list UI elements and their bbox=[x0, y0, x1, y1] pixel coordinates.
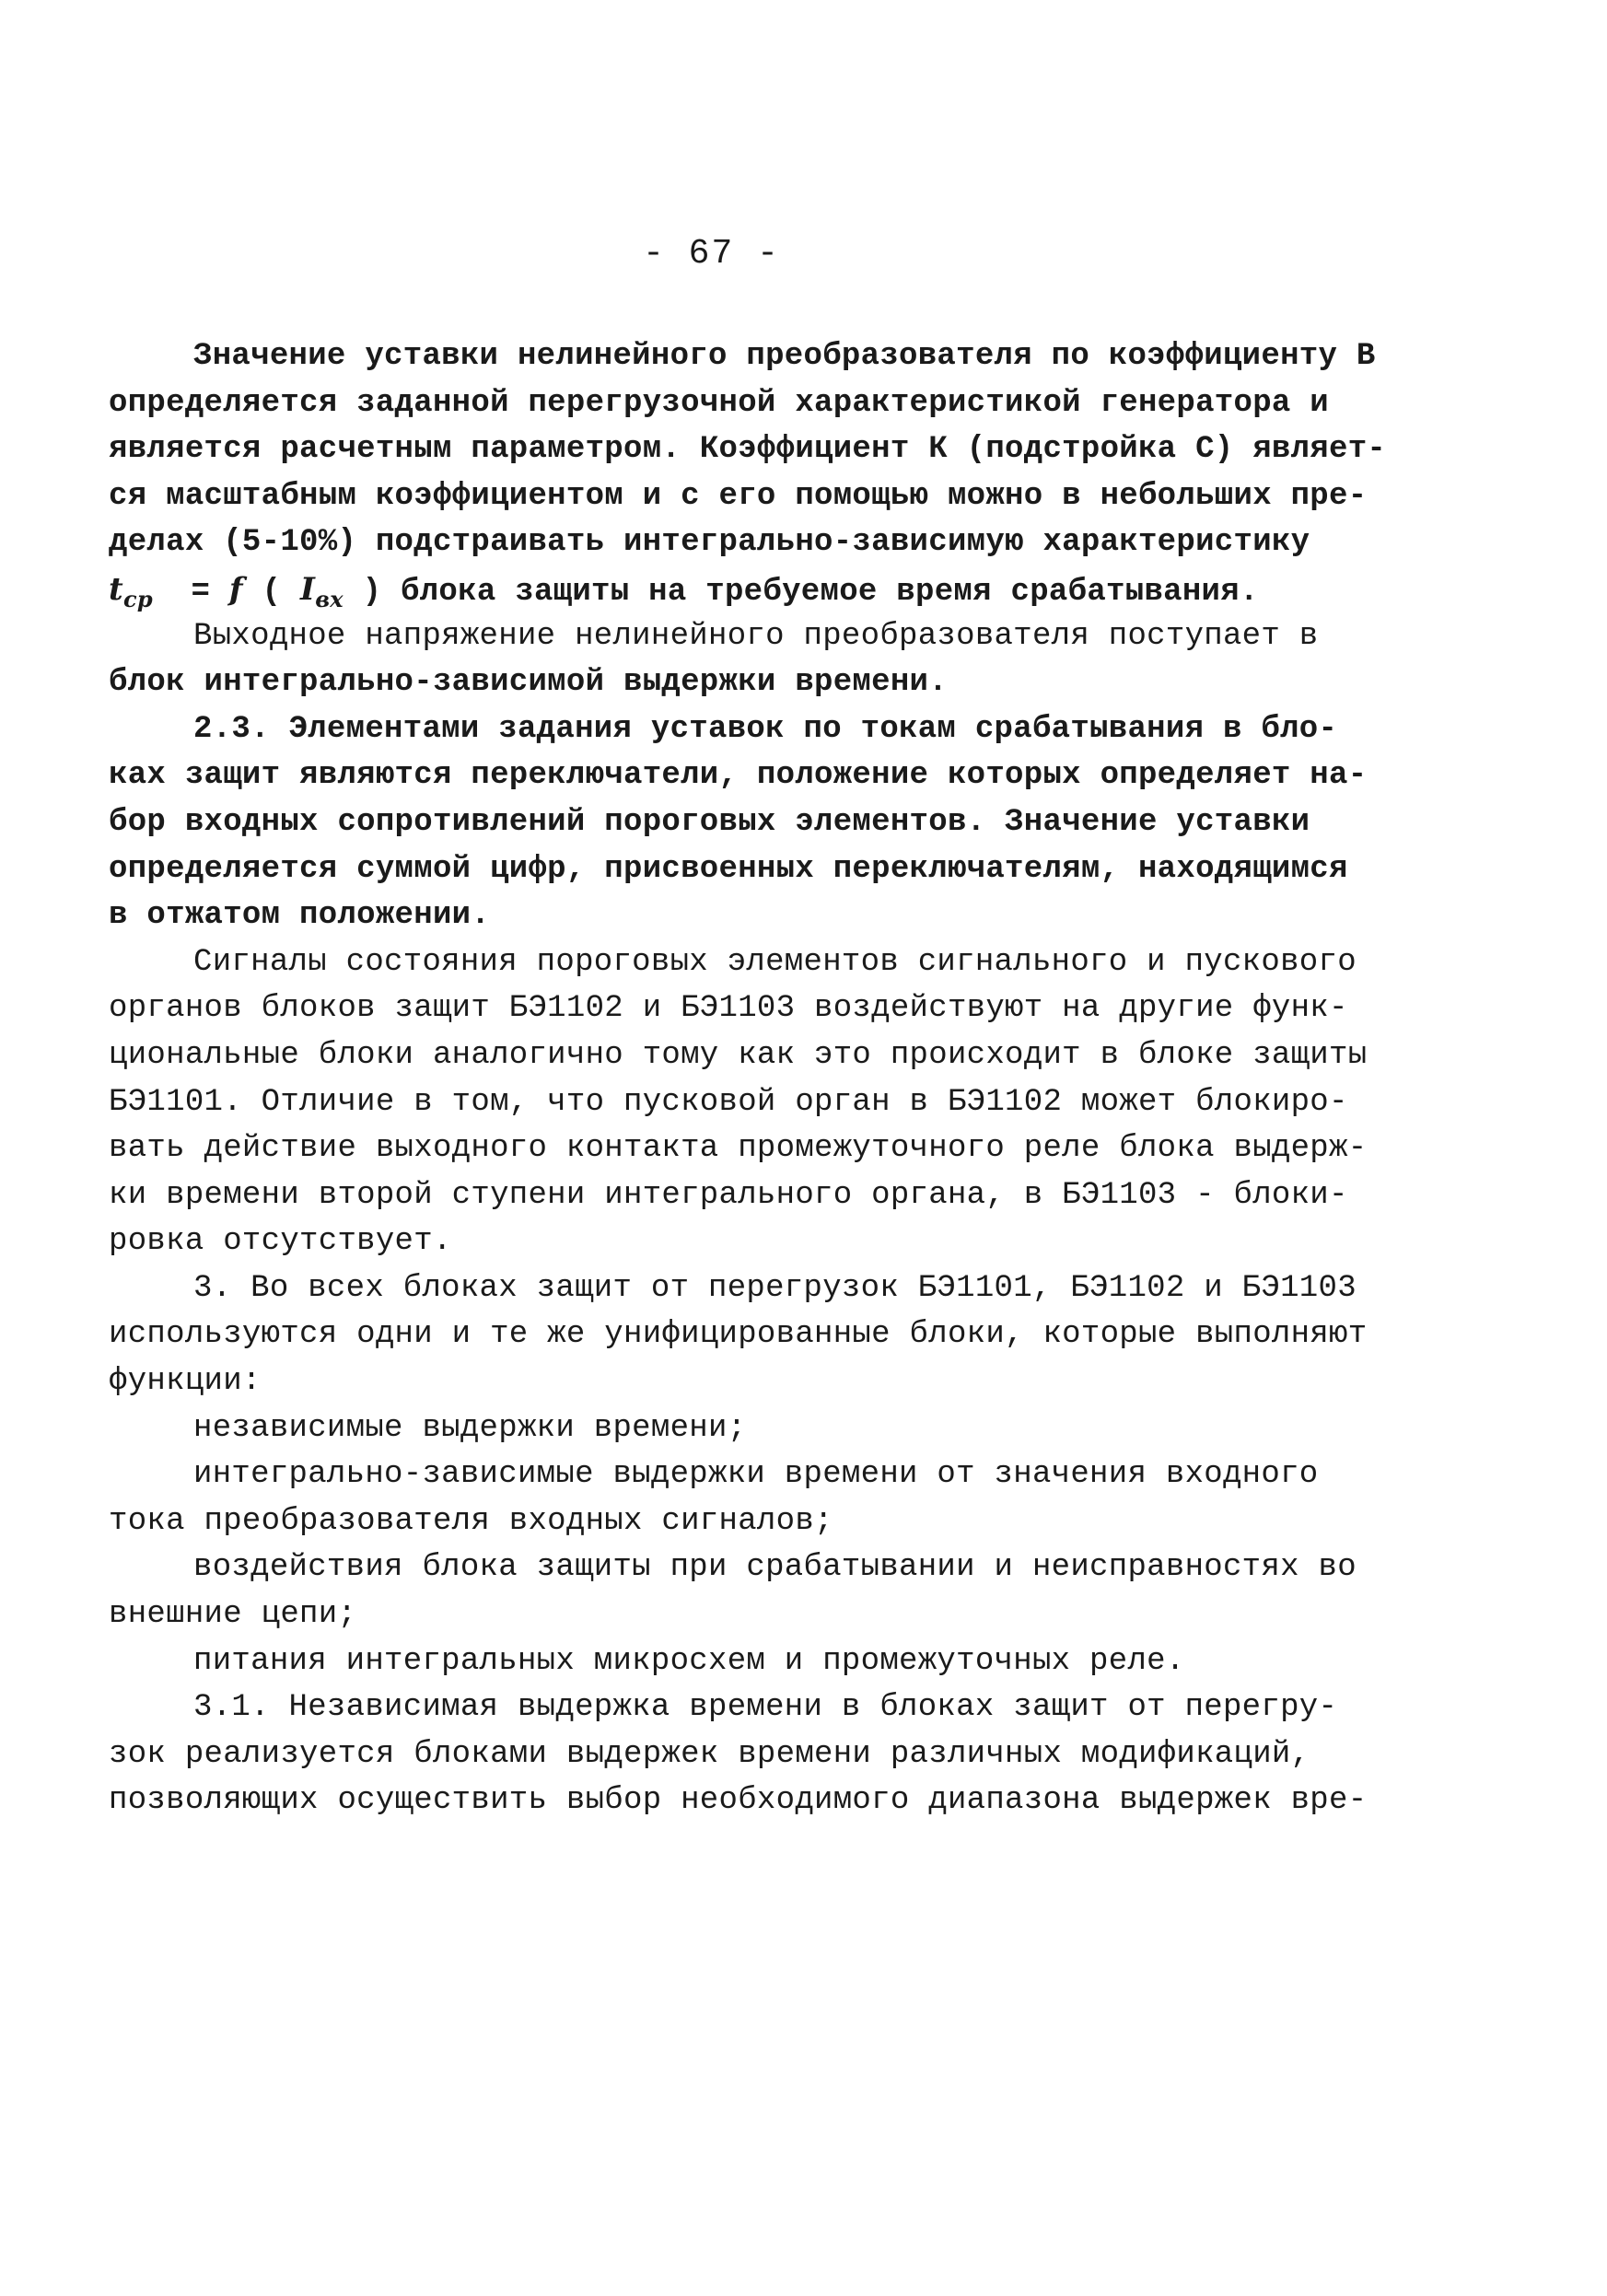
text-line: бор входных сопротивлений пороговых элементов. Значение уставки bbox=[109, 804, 1310, 840]
text-line: тока преобразователя входных сигналов; bbox=[109, 1503, 833, 1539]
text-line: ся масштабным коэффициентом и с его помощью можно в небольших пре- bbox=[109, 478, 1368, 514]
formula-equals: = bbox=[191, 574, 211, 610]
text-line: делах (5-10%) подстраивать интегрально-зависимую характеристику bbox=[109, 525, 1310, 561]
text-line: в отжатом положении. bbox=[109, 898, 491, 934]
text-line: внешние цепи; bbox=[109, 1597, 357, 1633]
text-line: Значение уставки нелинейного преобразователя по коэффициенту В bbox=[193, 339, 1376, 374]
text-line: БЭ1101. Отличие в том, что пусковой орган в БЭ1102 может блокиро- bbox=[109, 1084, 1348, 1120]
text-line: вать действие выходного контакта промежуточного реле блока выдерж- bbox=[109, 1131, 1368, 1167]
formula-lhs-subscript: ср bbox=[123, 585, 154, 612]
formula-function: f bbox=[228, 570, 243, 608]
text-line: зок реализуется блоками выдержек времени различных модификаций, bbox=[109, 1736, 1310, 1772]
text-line: воздействия блока защиты при срабатывании и неисправностях во bbox=[193, 1550, 1357, 1586]
text-line: интегрально-зависимые выдержки времени от значения входного bbox=[193, 1457, 1319, 1493]
text-line: функции: bbox=[109, 1364, 262, 1400]
text-line: 3.1. Независимая выдержка времени в блоках защит от перегру- bbox=[193, 1690, 1338, 1726]
text-line: определяется суммой цифр, присвоенных переключателям, находящимся bbox=[109, 851, 1348, 887]
text-line-tail: блока защиты на требуемое время срабатывания. bbox=[401, 574, 1259, 610]
text-line: циональные блоки аналогично тому как это происходит в блоке защиты bbox=[109, 1037, 1368, 1073]
text-line: питания интегральных микросхем и промежуточных реле. bbox=[193, 1643, 1185, 1679]
formula-open-paren: ( bbox=[262, 574, 282, 610]
body-text bbox=[109, 333, 1387, 1824]
text-line: 3. Во всех блоках защит от перегрузок БЭ1101, БЭ1102 и БЭ1103 bbox=[193, 1270, 1357, 1306]
formula-argument: I bbox=[299, 570, 316, 608]
formula-close-paren: ) bbox=[362, 574, 382, 610]
formula-argument-subscript: вх bbox=[315, 585, 344, 612]
text-line: определяется заданной перегрузочной характеристикой генератора и bbox=[109, 385, 1330, 421]
text-line: независимые выдержки времени; bbox=[193, 1410, 747, 1446]
text-line: является расчетным параметром. Коэффициент К (подстройка С) являет- bbox=[109, 432, 1387, 468]
text-line: ках защит являются переключатели, положение которых определяет на- bbox=[109, 758, 1368, 794]
text-line: органов блоков защит БЭ1102 и БЭ1103 воздействуют на другие функ- bbox=[109, 991, 1348, 1027]
text-line: ки времени второй ступени интегрального органа, в БЭ1103 - блоки- bbox=[109, 1177, 1348, 1213]
text-line: 2.3. Элементами задания уставок по токам срабатывания в бло- bbox=[193, 711, 1338, 747]
text-line: ровка отсутствует. bbox=[109, 1224, 452, 1260]
page-number: - 67 - bbox=[643, 234, 780, 274]
text-line: позволяющих осуществить выбор необходимого диапазона выдержек вре- bbox=[109, 1783, 1368, 1819]
text-line: Сигналы состояния пороговых элементов сигнального и пускового bbox=[193, 944, 1357, 980]
formula-line bbox=[109, 566, 1380, 613]
text-line: используются одни и те же унифицированные блоки, которые выполняют bbox=[109, 1317, 1368, 1353]
text-line: блок интегрально-зависимой выдержки времени. bbox=[109, 665, 948, 701]
formula-lhs: t bbox=[109, 570, 124, 608]
text-line: Выходное напряжение нелинейного преобразователя поступает в bbox=[193, 618, 1319, 654]
